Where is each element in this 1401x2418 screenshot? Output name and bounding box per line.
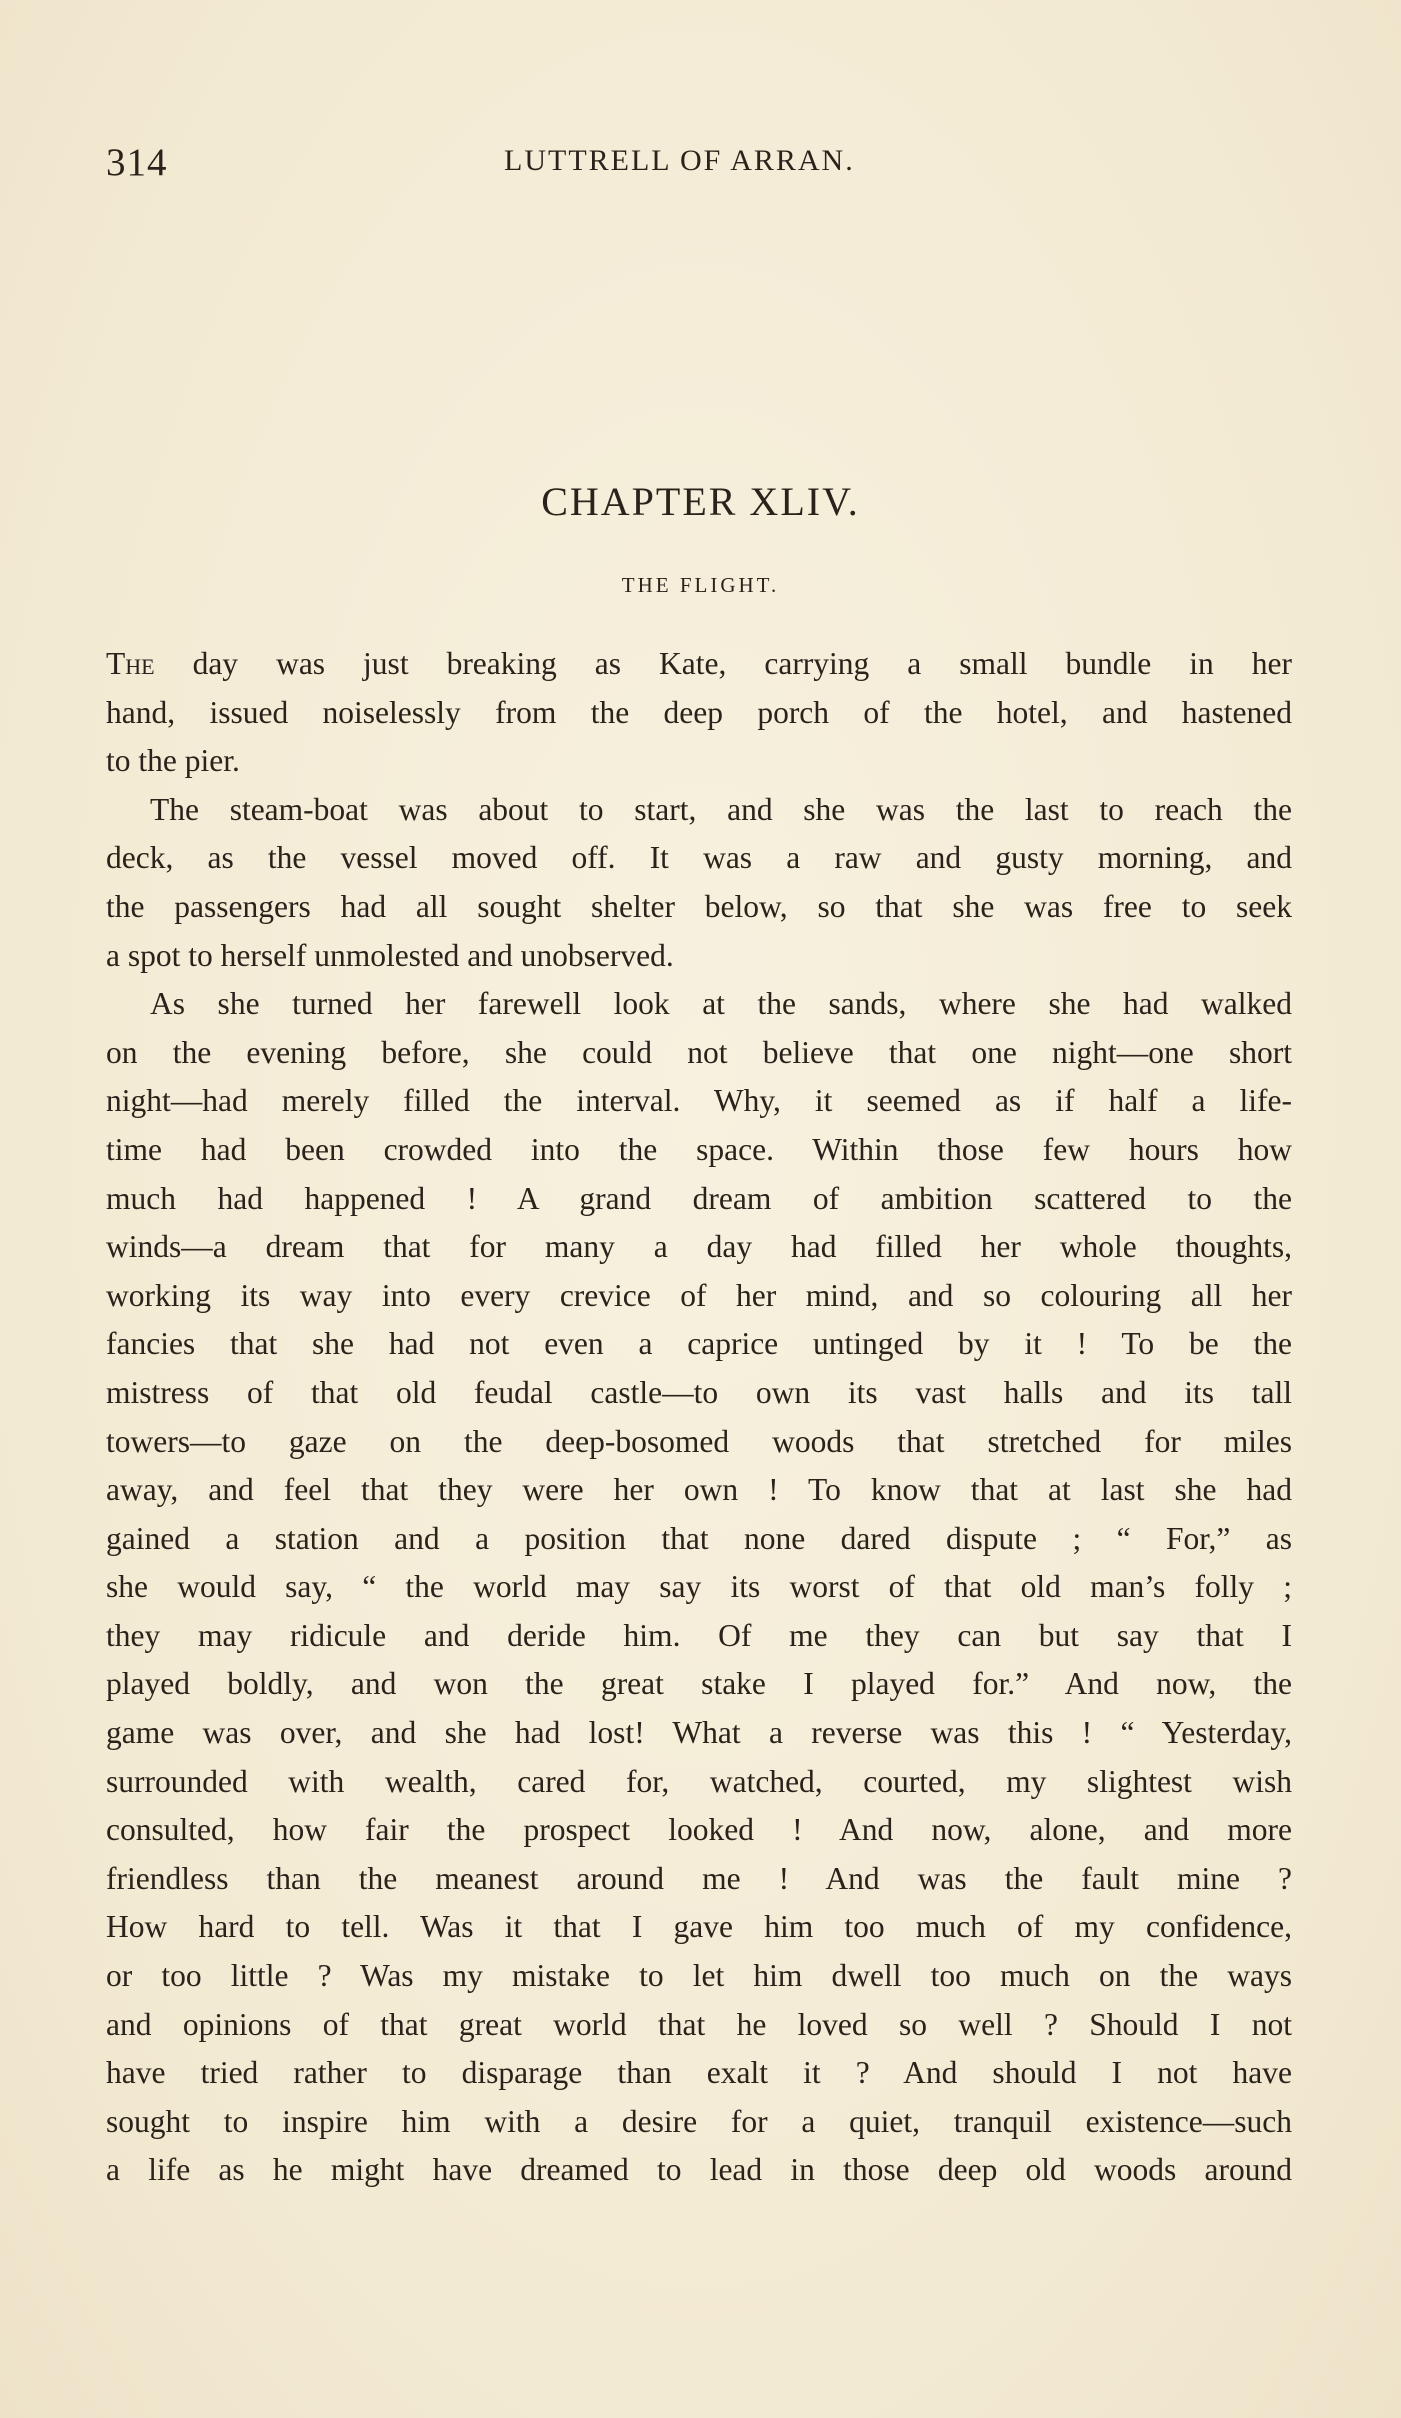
text-line: or too little ? Was my mistake to let him dwell too much on the ways — [106, 1958, 1292, 1994]
text-line: The steam-boat was about to start, and she was the last to reach the — [150, 791, 1292, 827]
text-line: a spot to herself unmolested and unobserved. — [106, 937, 674, 973]
text-line: night—had merely filled the interval. Why, it seemed as if half a life- — [106, 1083, 1292, 1119]
text-line: played boldly, and won the great stake I played for.” And now, the — [106, 1666, 1292, 1702]
running-head — [106, 140, 1292, 190]
body-text — [106, 640, 1292, 2195]
text-line: on the evening before, she could not believe that one night—one short — [106, 1034, 1292, 1070]
text-line: game was over, and she had lost! What a reverse was this ! “ Yesterday, — [106, 1715, 1292, 1751]
text-line: deck, as the vessel moved off. It was a raw and gusty morning, and — [106, 840, 1292, 876]
text-line: towers—to gaze on the deep-bosomed woods that stretched for miles — [106, 1423, 1292, 1459]
text-line: they may ridicule and deride him. Of me they can but say that I — [106, 1617, 1292, 1653]
text-line: mistress of that old feudal castle—to own its vast halls and its tall — [106, 1374, 1292, 1410]
text-line: As she turned her farewell look at the sands, where she had walked — [150, 986, 1292, 1022]
text-line: away, and feel that they were her own ! To know that at last she had — [106, 1472, 1292, 1508]
text-line: a life as he might have dreamed to lead in those deep old woods around — [106, 2152, 1292, 2188]
text-line: The day was just breaking as Kate, carrying a small bundle in her — [106, 646, 1292, 681]
text-line: consulted, how fair the prospect looked ! And now, alone, and more — [106, 1812, 1292, 1848]
text-line: she would say, “ the world may say its worst of that old man’s folly ; — [106, 1569, 1292, 1605]
text-line: have tried rather to disparage than exalt it ? And should I not have — [106, 2055, 1292, 2091]
page-number: 314 — [106, 141, 168, 184]
text-line: much had happened ! A grand dream of ambition scattered to the — [106, 1180, 1292, 1216]
text-line: friendless than the meanest around me ! And was the fault mine ? — [106, 1860, 1292, 1896]
chapter-subtitle: THE FLIGHT. — [621, 573, 780, 597]
text-line: gained a station and a position that none dared dispute ; “ For,” as — [106, 1520, 1292, 1556]
running-title: LUTTRELL OF ARRAN. — [504, 144, 855, 177]
text-line: sought to inspire him with a desire for a quiet, tranquil existence—such — [106, 2103, 1292, 2139]
text-line: to the pier. — [106, 743, 240, 779]
text-line: time had been crowded into the space. Within those few hours how — [106, 1131, 1292, 1167]
first-word: The — [106, 646, 155, 681]
text-line: How hard to tell. Was it that I gave him too much of my confidence, — [106, 1909, 1292, 1945]
text-line: working its way into every crevice of her mind, and so colouring all her — [106, 1277, 1292, 1313]
text-line: winds—a dream that for many a day had filled her whole thoughts, — [106, 1229, 1292, 1265]
text-line: fancies that she had not even a caprice untinged by it ! To be the — [106, 1326, 1292, 1362]
chapter-title: CHAPTER XLIV. — [541, 479, 860, 524]
text-line: the passengers had all sought shelter below, so that she was free to seek — [106, 888, 1292, 924]
text-line: surrounded with wealth, cared for, watched, courted, my slightest wish — [106, 1763, 1292, 1799]
text-line: and opinions of that great world that he loved so well ? Should I not — [106, 2006, 1292, 2042]
text-line: hand, issued noiselessly from the deep porch of the hotel, and hastened — [106, 694, 1292, 730]
